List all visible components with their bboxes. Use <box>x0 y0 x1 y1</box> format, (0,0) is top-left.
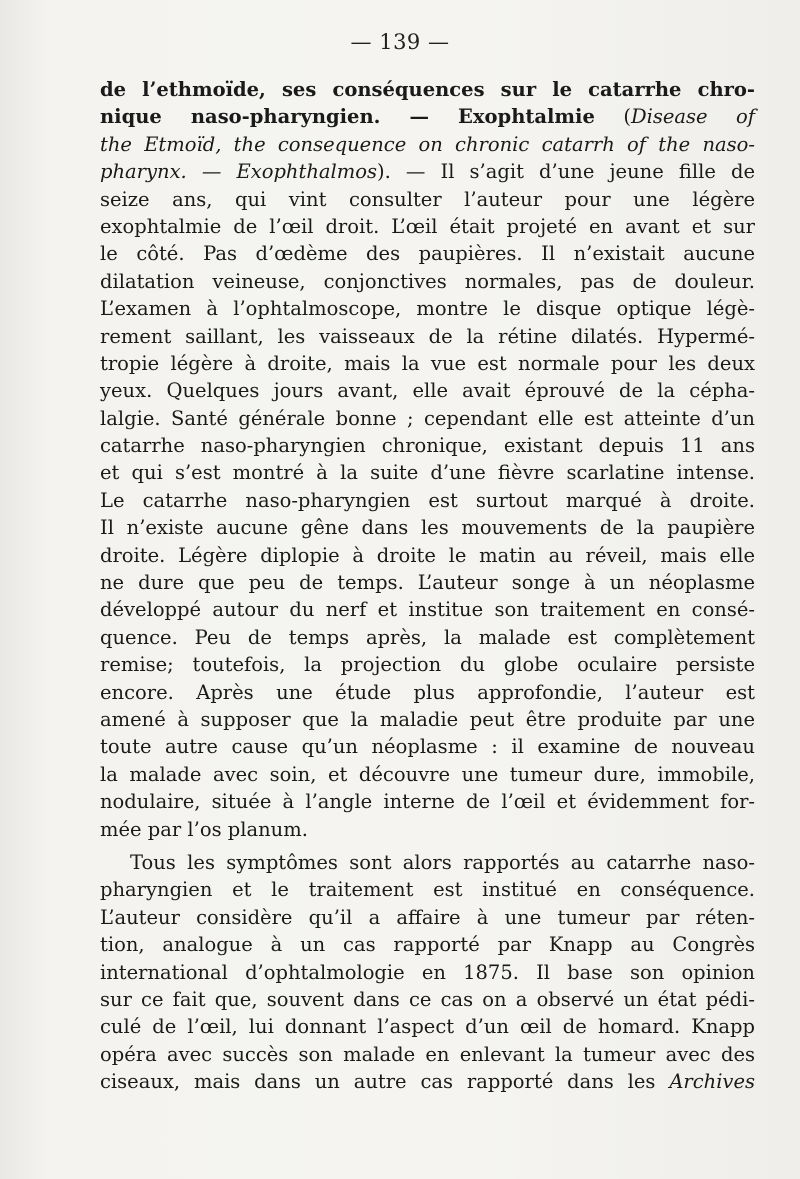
text-line: le côté. Pas d’œdème des paupières. Il n’existait aucune <box>100 242 755 266</box>
text-line: et qui s’est montré à la suite d’une fièvre scarlatine intense. <box>100 461 755 485</box>
text-line: droite. Légère diplopie à droite le matin au réveil, mais elle <box>100 543 755 567</box>
text-line: dilatation veineuse, conjonctives normales, pas de douleur. <box>100 269 755 293</box>
text-line: Il n’existe aucune gêne dans les mouvements de la paupière <box>100 516 755 540</box>
text-line: nodulaire, située à l’angle interne de l’œil et évidemment for- <box>100 790 755 814</box>
text-line: opéra avec succès son malade en enlevant la tumeur avec des <box>100 1042 755 1066</box>
text-line: mée par l’os planum. <box>100 817 308 841</box>
text-line: de l’ethmoïde, ses conséquences sur le catarrhe chro- <box>100 78 755 101</box>
text-line: ne dure que peu de temps. L’auteur songe à un néoplasme <box>100 571 755 595</box>
text-line: pharyngien et le traitement est institué en conséquence. <box>100 878 755 902</box>
text-line: Le catarrhe naso-pharyngien est surtout marqué à droite. <box>100 488 755 512</box>
text-line: remise; toutefois, la projection du globe oculaire persiste <box>100 653 755 677</box>
text-line: lalgie. Santé générale bonne ; cependant elle est atteinte d’un <box>100 406 755 430</box>
text-line: Tous les symptômes sont alors rapportés au catarrhe naso- <box>130 850 755 874</box>
text-line: rement saillant, les vaisseaux de la rétine dilatés. Hypermé- <box>100 324 755 348</box>
text-line: nique naso-pharyngien. — Exophtalmie (Disease of <box>100 105 755 129</box>
text-line: toute autre cause qu’un néoplasme : il examine de nouveau <box>100 735 755 759</box>
text-line: culé de l’œil, lui donnant l’aspect d’un œil de homard. Knapp <box>100 1015 755 1039</box>
text-line: catarrhe naso-pharyngien chronique, existant depuis 11 ans <box>100 434 755 458</box>
text-line: exophtalmie de l’œil droit. L’œil était projeté en avant et sur <box>100 214 755 238</box>
text-line: international d’ophtalmologie en 1875. Il base son opinion <box>100 960 755 984</box>
text-line: the Etmoïd, the consequence on chronic catarrh of the naso- <box>100 132 755 156</box>
text-line: tropie légère à droite, mais la vue est normale pour les deux <box>100 351 755 375</box>
text-line: sur ce fait que, souvent dans ce cas on a observé un état pédi- <box>100 987 755 1011</box>
text-line: amené à supposer que la maladie peut être produite par une <box>100 707 755 731</box>
text-line: la malade avec soin, et découvre une tumeur dure, immobile, <box>100 762 755 786</box>
text-line: tion, analogue à un cas rapporté par Knapp au Congrès <box>100 933 755 957</box>
text-line: L’examen à l’ophtalmoscope, montre le disque optique légè- <box>100 297 755 321</box>
text-line: L’auteur considère qu’il a affaire à une tumeur par réten- <box>100 905 755 929</box>
text-line: seize ans, qui vint consulter l’auteur pour une légère <box>100 187 755 211</box>
body-text <box>100 76 755 1095</box>
text-line: quence. Peu de temps après, la malade est complètement <box>100 625 755 649</box>
text-line: développé autour du nerf et institue son traitement en consé- <box>100 598 755 622</box>
text-line: ciseaux, mais dans un autre cas rapporté dans les Archives <box>100 1070 755 1094</box>
page-number: — 139 — <box>350 30 450 54</box>
text-line: yeux. Quelques jours avant, elle avait éprouvé de la cépha- <box>100 379 755 403</box>
text-line: encore. Après une étude plus approfondie, l’auteur est <box>100 680 755 704</box>
text-line: pharynx. — Exophthalmos). — Il s’agit d’une jeune fille de <box>100 160 755 184</box>
